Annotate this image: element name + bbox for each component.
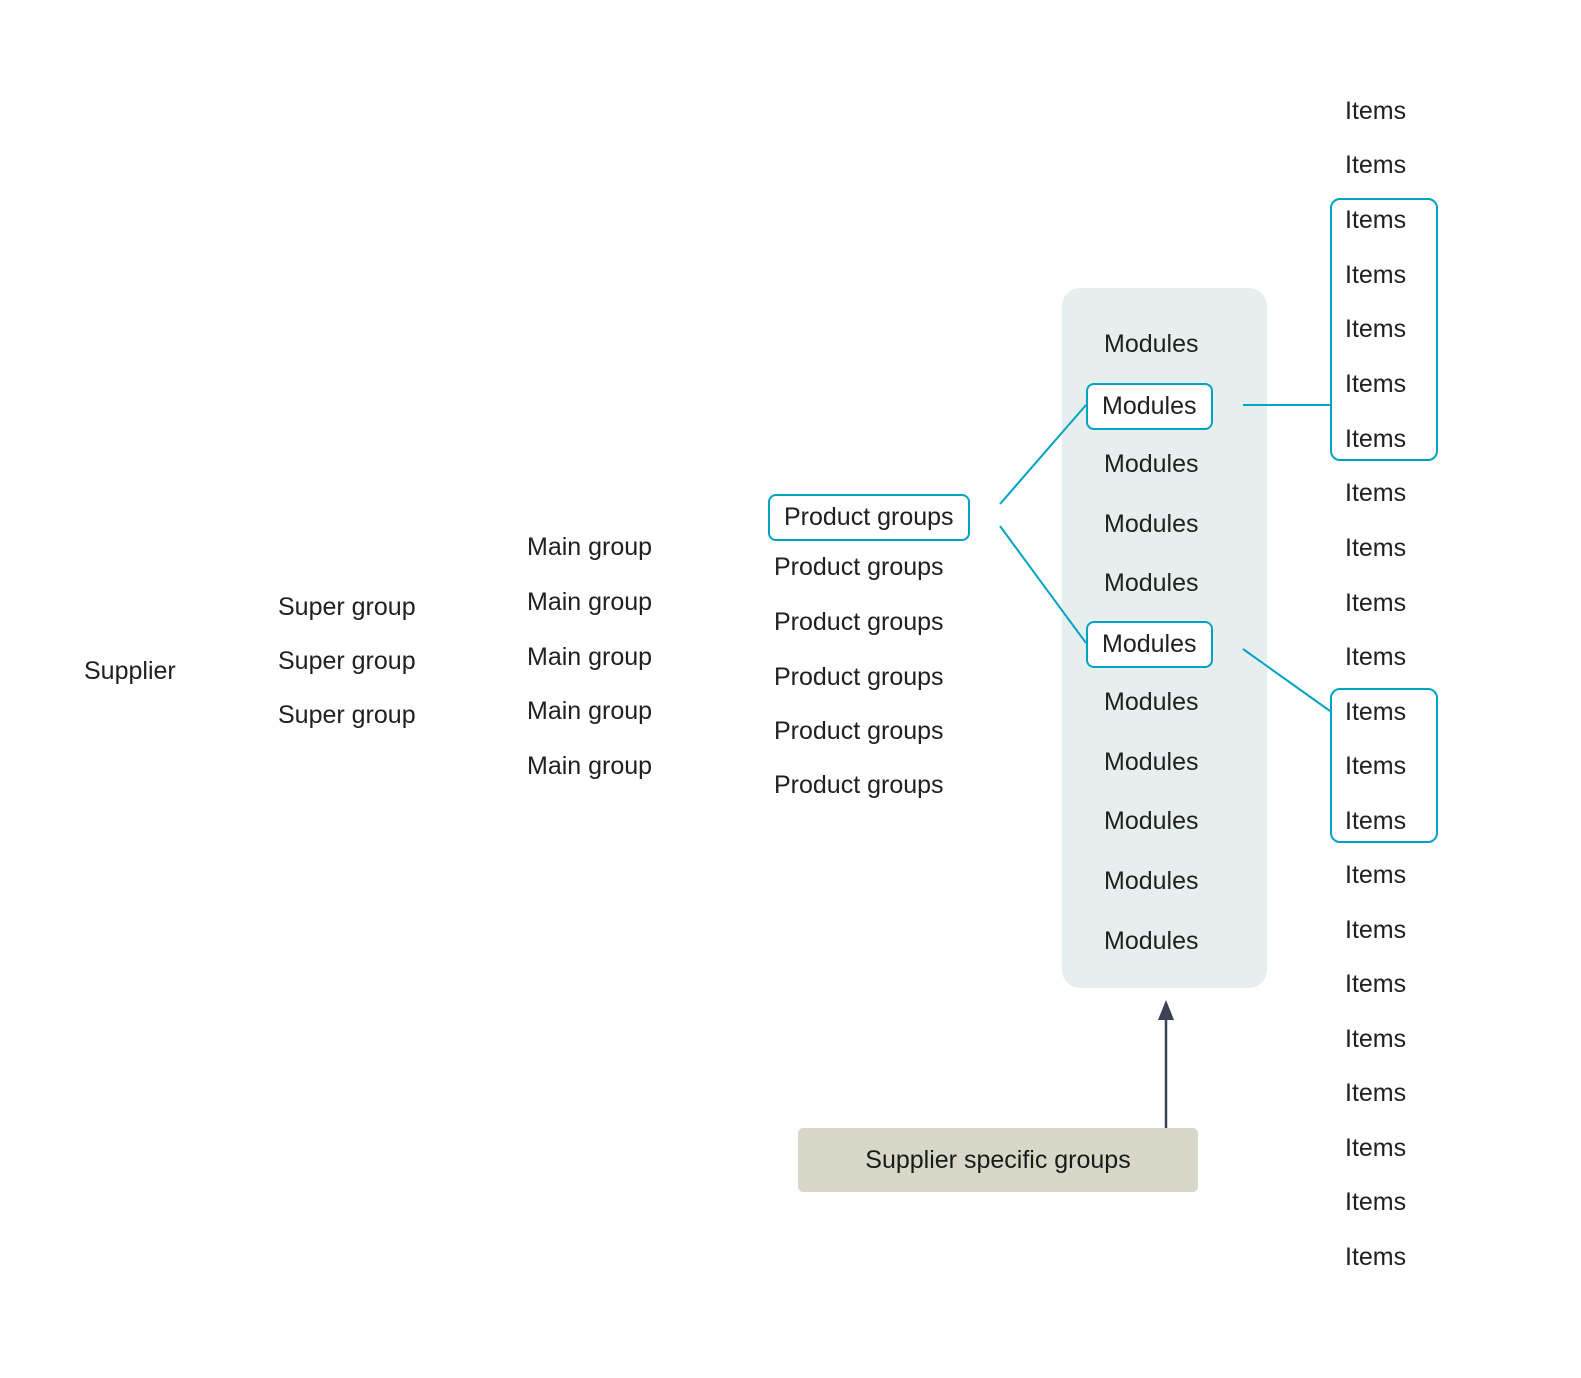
node-modules-11[interactable]: Modules	[1104, 927, 1199, 955]
node-items-12[interactable]: Items	[1345, 698, 1407, 726]
node-super-group-1[interactable]: Super group	[278, 593, 416, 621]
node-items-19[interactable]: Items	[1345, 1079, 1407, 1107]
node-items-11[interactable]: Items	[1345, 643, 1407, 671]
node-items-7[interactable]: Items	[1345, 425, 1407, 453]
node-items-14[interactable]: Items	[1345, 807, 1407, 835]
node-modules-2-highlighted[interactable]: Modules	[1086, 383, 1213, 430]
node-items-4[interactable]: Items	[1345, 261, 1407, 289]
link-modules-items-bottom	[1243, 649, 1330, 711]
node-modules-10[interactable]: Modules	[1104, 867, 1199, 895]
node-items-18[interactable]: Items	[1345, 1025, 1407, 1053]
node-items-6[interactable]: Items	[1345, 370, 1407, 398]
node-modules-1[interactable]: Modules	[1104, 330, 1199, 358]
node-items-13[interactable]: Items	[1345, 752, 1407, 780]
node-modules-3[interactable]: Modules	[1104, 450, 1199, 478]
callout-supplier-specific-groups	[798, 1128, 1198, 1192]
node-product-group-5[interactable]: Product groups	[774, 717, 944, 745]
node-items-3[interactable]: Items	[1345, 206, 1407, 234]
node-items-8[interactable]: Items	[1345, 479, 1407, 507]
node-main-group-5[interactable]: Main group	[527, 752, 653, 780]
node-main-group-2[interactable]: Main group	[527, 588, 653, 616]
node-main-group-3[interactable]: Main group	[527, 643, 653, 671]
node-modules-7[interactable]: Modules	[1104, 688, 1199, 716]
node-items-5[interactable]: Items	[1345, 315, 1407, 343]
node-product-group-2[interactable]: Product groups	[774, 553, 944, 581]
callout-arrow-head	[1158, 1000, 1174, 1020]
node-items-22[interactable]: Items	[1345, 1243, 1407, 1271]
node-supplier[interactable]: Supplier	[84, 657, 176, 685]
node-product-group-4[interactable]: Product groups	[774, 663, 944, 691]
callout-label: Supplier specific groups	[865, 1145, 1131, 1174]
node-items-20[interactable]: Items	[1345, 1134, 1407, 1162]
link-productgroup-modules-upper	[1000, 405, 1086, 504]
node-items-15[interactable]: Items	[1345, 861, 1407, 889]
node-main-group-1[interactable]: Main group	[527, 533, 653, 561]
node-items-2[interactable]: Items	[1345, 151, 1407, 179]
node-items-9[interactable]: Items	[1345, 534, 1407, 562]
node-modules-8[interactable]: Modules	[1104, 748, 1199, 776]
node-items-21[interactable]: Items	[1345, 1188, 1407, 1216]
node-modules-4[interactable]: Modules	[1104, 510, 1199, 538]
node-product-group-6[interactable]: Product groups	[774, 771, 944, 799]
node-items-17[interactable]: Items	[1345, 970, 1407, 998]
node-modules-9[interactable]: Modules	[1104, 807, 1199, 835]
node-main-group-4[interactable]: Main group	[527, 697, 653, 725]
node-product-group-1-highlighted[interactable]: Product groups	[768, 494, 970, 541]
node-items-16[interactable]: Items	[1345, 916, 1407, 944]
node-modules-5[interactable]: Modules	[1104, 569, 1199, 597]
node-modules-6-highlighted[interactable]: Modules	[1086, 621, 1213, 668]
node-items-10[interactable]: Items	[1345, 589, 1407, 617]
node-super-group-3[interactable]: Super group	[278, 701, 416, 729]
link-productgroup-modules-lower	[1000, 526, 1086, 643]
node-product-group-3[interactable]: Product groups	[774, 608, 944, 636]
node-items-1[interactable]: Items	[1345, 97, 1407, 125]
node-super-group-2[interactable]: Super group	[278, 647, 416, 675]
